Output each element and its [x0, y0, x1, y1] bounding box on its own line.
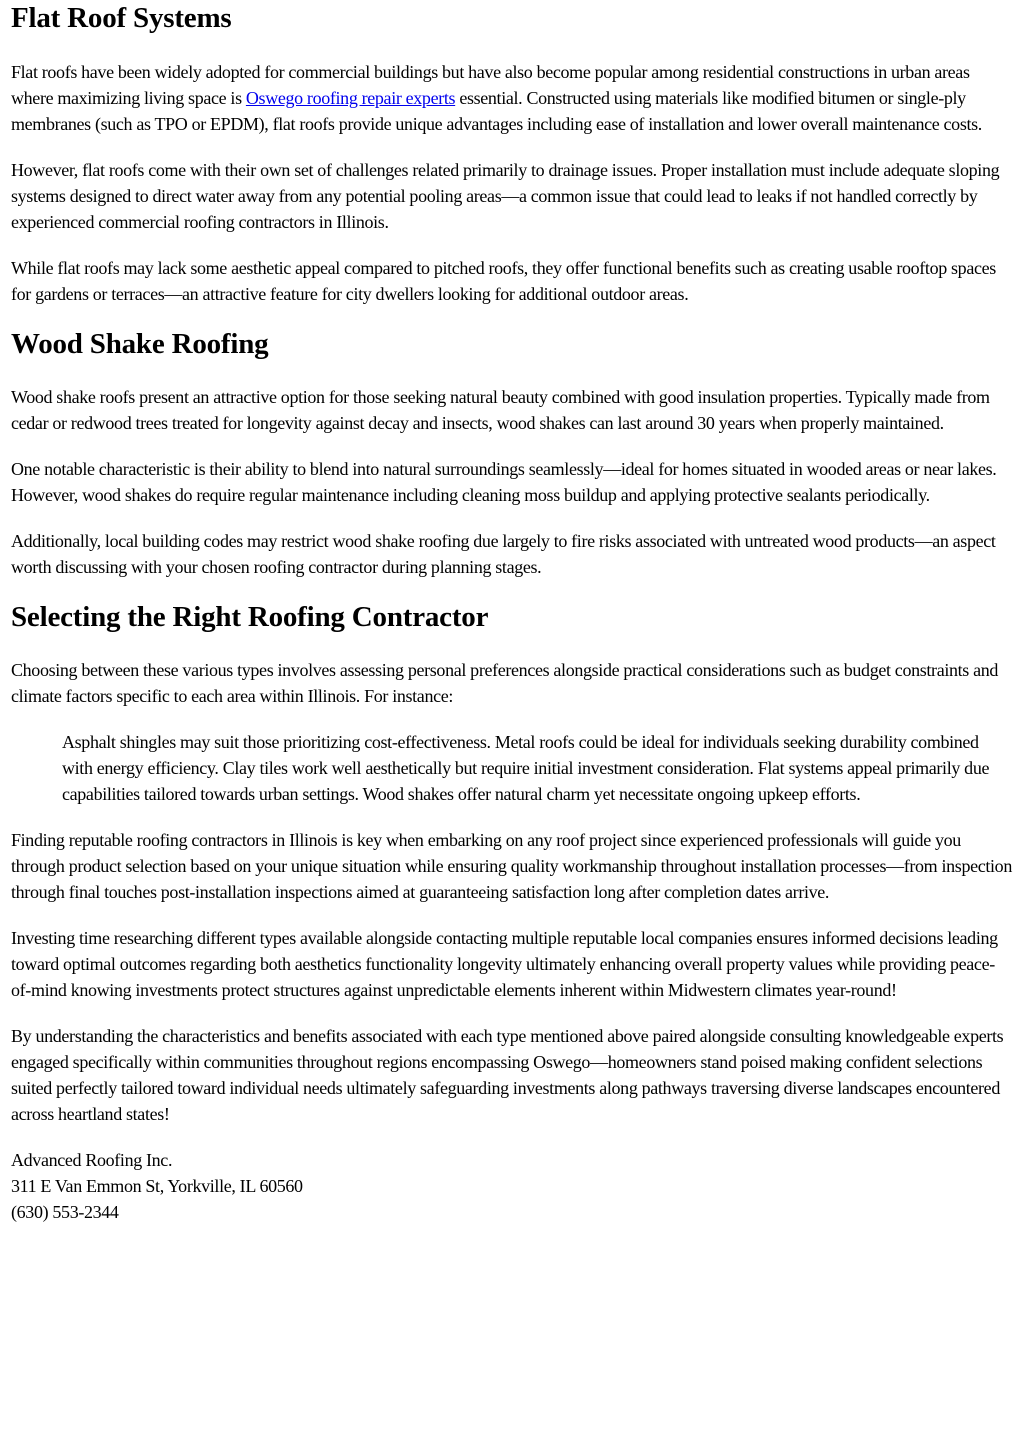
- company-address: 311 E Van Emmon St, Yorkville, IL 60560: [11, 1176, 303, 1196]
- paragraph-flat-1-start: Flat roofs have been widely adopted for commercial buildings but have also become popular among residential constructions in urban areas where maximizing living space is: [11, 62, 970, 108]
- section-heading-selecting-contractor: Selecting the Right Roofing Contractor: [11, 601, 489, 633]
- blockquote-roof-types: Asphalt shingles may suit those prioritizing cost-effectiveness. Metal roofs could be ideal for individuals seeking durability combined with energy efficiency. Clay tiles work well aesthetically but require initial investment consideration. Flat systems appeal primarily due capabilities tailored towards urban settings. Wood shakes offer natural charm yet necessitate ongoing upkeep efforts.: [62, 732, 990, 804]
- section-heading-flat-roof: Flat Roof Systems: [11, 2, 232, 34]
- paragraph-selecting-3: Investing time researching different types available alongside contacting multiple reputable local companies ensures informed decisions leading toward optimal outcomes regarding both aesthetics functionality longevity ultimately enhancing overall property values while providing peace-of-mind knowing investments protect structures against unpredictable elements inherent within Midwestern climates year-round!: [11, 928, 998, 1000]
- paragraph-flat-2: However, flat roofs come with their own set of challenges related primarily to drainage issues. Proper installation must include adequate sloping systems designed to direct water away from any potential pooling areas—a common issue that could lead to leaks if not handled correctly by experienced commercial roofing contractors in Illinois.: [11, 160, 1000, 232]
- company-name: Advanced Roofing Inc.: [11, 1150, 173, 1170]
- paragraph-flat-1: [11, 59, 1012, 137]
- paragraph-selecting-4: By understanding the characteristics and benefits associated with each type mentioned above paired alongside consulting knowledgeable experts engaged specifically within communities throughout regions encompassing Oswego—homeowners stand poised making confident selections suited perfectly tailored toward individual needs ultimately safeguarding investments along pathways traversing diverse landscapes encountered across heartland states!: [11, 1026, 1004, 1124]
- section-heading-wood-shake: Wood Shake Roofing: [11, 328, 269, 360]
- paragraph-wood-3: Additionally, local building codes may restrict wood shake roofing due largely to fire risks associated with untreated wood products—an aspect worth discussing with your chosen roofing contractor during planning stages.: [11, 531, 996, 577]
- oswego-roofing-link[interactable]: Oswego roofing repair experts: [245, 88, 456, 108]
- contact-block: [11, 1147, 1012, 1225]
- paragraph-flat-1-end: essential. Constructed using materials like modified bitumen or single-ply membranes (such as TPO or EPDM), flat roofs provide unique advantages including ease of installation and lower overall maintenance costs.: [11, 88, 982, 134]
- paragraph-selecting-2: Finding reputable roofing contractors in Illinois is key when embarking on any roof project since experienced professionals will guide you through product selection based on your unique situation while ensuring quality workmanship throughout installation processes—from inspection through final touches post-installation inspections aimed at guaranteeing satisfaction long after completion dates arrive.: [11, 830, 1012, 902]
- paragraph-flat-3: While flat roofs may lack some aesthetic appeal compared to pitched roofs, they offer functional benefits such as creating usable rooftop spaces for gardens or terraces—an attractive feature for city dwellers looking for additional outdoor areas.: [11, 258, 996, 304]
- paragraph-wood-1: Wood shake roofs present an attractive option for those seeking natural beauty combined with good insulation properties. Typically made from cedar or redwood trees treated for longevity against decay and insects, wood shakes can last around 30 years when properly maintained.: [11, 387, 990, 433]
- company-phone: (630) 553-2344: [11, 1202, 119, 1222]
- paragraph-selecting-1: Choosing between these various types involves assessing personal preferences alongside practical considerations such as budget constraints and climate factors specific to each area within Illinois. For instance:: [11, 660, 999, 706]
- paragraph-wood-2: One notable characteristic is their ability to blend into natural surroundings seamlessly—ideal for homes situated in wooded areas or near lakes. However, wood shakes do require regular maintenance including cleaning moss buildup and applying protective sealants periodically.: [11, 459, 997, 505]
